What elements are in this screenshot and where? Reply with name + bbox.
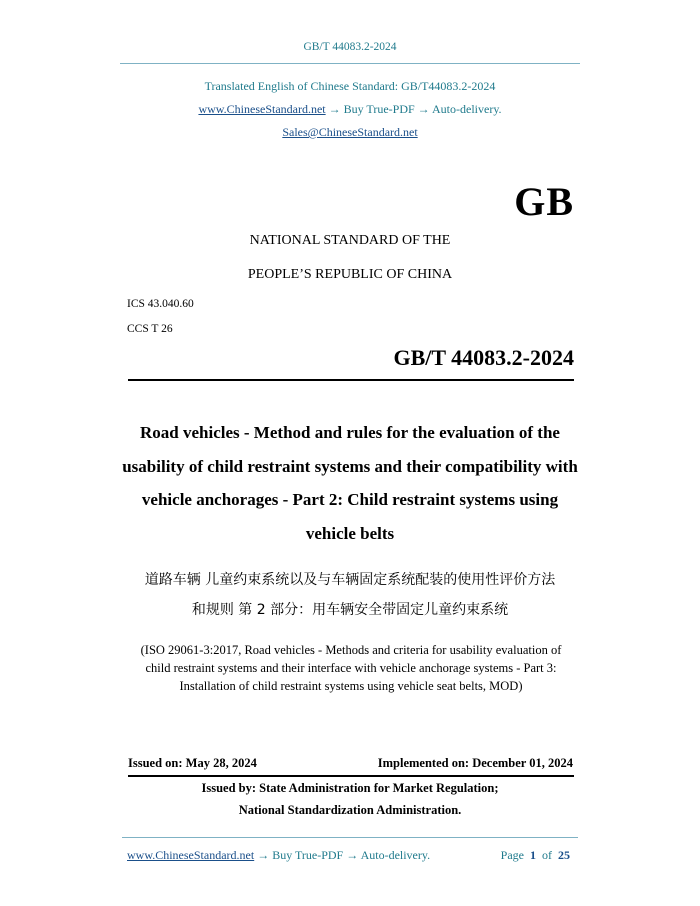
- issued-by-line-2: National Standardization Administration.: [238, 803, 462, 817]
- header-divider: [120, 63, 580, 64]
- chinese-title-line-1: 道路车辆 儿童约束系统以及与车辆固定系统配装的使用性评价方法: [144, 572, 556, 588]
- standard-number: GB/T 44083.2-2024: [393, 345, 574, 370]
- dates-divider: [128, 775, 574, 777]
- email-line: [0, 125, 700, 140]
- running-header-title: GB/T 44083.2-2024: [303, 41, 397, 53]
- implemented-on-date: Implemented on: December 01, 2024: [377, 756, 573, 770]
- email-link[interactable]: Sales@ChineseStandard.net: [282, 125, 418, 139]
- page-indicator: [501, 848, 570, 863]
- page-of: of: [542, 848, 552, 862]
- english-title: Road vehicles - Method and rules for the evaluation of the usability of child restraint systems and their compatibility with vehicle anchorages - Part 2: Child restraint systems using vehicle belts: [122, 423, 578, 543]
- page-total: 25: [558, 848, 570, 862]
- issued-by-line-1: Issued by: State Administration for Market Regulation;: [201, 781, 499, 795]
- page-label: Page: [500, 848, 524, 862]
- chinese-title: [110, 565, 590, 625]
- footer-site-link[interactable]: www.ChineseStandard.net: [127, 848, 255, 862]
- site-link[interactable]: www.ChineseStandard.net: [198, 102, 326, 116]
- buy-text: → Buy True-PDF → Auto-delivery.: [325, 102, 502, 116]
- title-divider: [128, 379, 574, 381]
- ccs-code: CCS T 26: [127, 323, 173, 335]
- page-current: 1: [530, 848, 536, 862]
- national-standard-line-1: NATIONAL STANDARD OF THE: [249, 233, 451, 248]
- iso-reference: (ISO 29061-3:2017, Road vehicles - Methods and criteria for usability evaluation of child restraint systems and their interface with vehicle anchorage systems - Part 3: Installation of child restraint systems using vehicle seat belts, MOD): [140, 643, 562, 693]
- translation-notice: Translated English of Chinese Standard: GB/T44083.2-2024: [204, 79, 496, 93]
- national-standard-line-2: PEOPLE’S REPUBLIC OF CHINA: [247, 267, 453, 282]
- footer-buy-text: → Buy True-PDF → Auto-delivery.: [254, 848, 431, 862]
- issued-on-date: Issued on: May 28, 2024: [128, 756, 257, 770]
- footer-buy-line: [127, 848, 430, 863]
- footer-divider: [122, 837, 578, 838]
- chinese-title-line-2: 和规则 第 2 部分：用车辆安全带固定儿童约束系统: [191, 602, 509, 618]
- gb-mark: GB: [514, 179, 574, 224]
- ics-code: ICS 43.040.60: [127, 298, 194, 310]
- buy-line: [0, 102, 700, 117]
